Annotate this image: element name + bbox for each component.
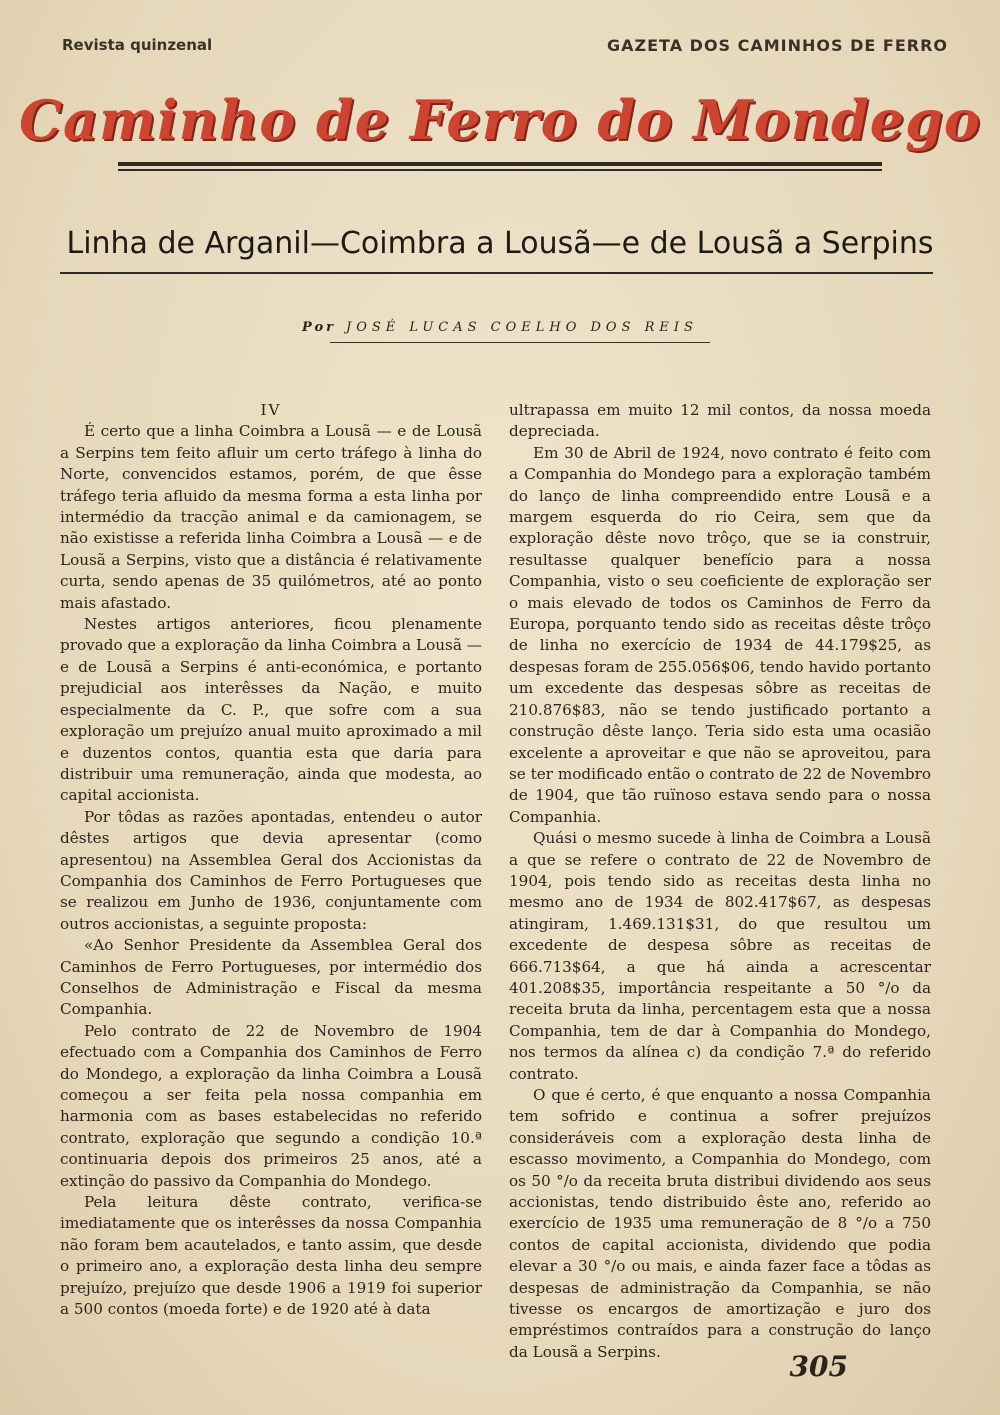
byline-prefix: Por — [302, 320, 336, 335]
right-column — [509, 400, 931, 1363]
publication-frequency: Revista quinzenal — [62, 36, 213, 54]
paragraph: É certo que a linha Coimbra a Lousã — e de Lousã a Serpins tem feito afluir um certo tráfego à linha do Norte, convencidos estamos, porém, de que êsse tráfego teria afluido da mesma forma a esta linha por intermédio da tracção animal e da camionagem, se não existisse a referida linha Coimbra a Lousã — e de Lousã a Serpins, visto que a distância é relativamente curta, sendo apenas de 35 quilómetros, até ao ponto mais afastado. — [60, 422, 482, 612]
byline — [0, 320, 1000, 335]
title-rule-thin — [118, 169, 882, 171]
paragraph: Pela leitura dêste contrato, verifica-se imediatamente que os interêsses da nossa Companhia não foram bem acautelados, e tanto assim, que desde o primeiro ano, a exploração desta linha deu sempre prejuízo, prejuízo que desde 1906 a 1919 foi superior a 500 contos (moeda forte) e de 1920 até à data — [60, 1193, 482, 1319]
page-number: 305 — [789, 1350, 848, 1383]
publication-name: GAZETA DOS CAMINHOS DE FERRO — [606, 36, 948, 55]
title-rule-thick — [118, 162, 882, 166]
paragraph: Pelo contrato de 22 de Novembro de 1904 efectuado com a Companhia dos Caminhos de Ferro do Mondego, a exploração da linha Coimbra a Lousã começou a ser feita pela nossa companhia em harmonia com as bases estabelecidas no referido contrato, exploração que segundo a condição 10.ª continuaria depois dos primeiros 25 anos, até a extinção do passivo da Companhia do Mondego. — [60, 1021, 482, 1190]
paragraph: Nestes artigos anteriores, ficou plenamente provado que a exploração da linha Coimbra a Lousã — e de Lousã a Serpins é anti-económica, e portanto prejudicial aos interêsses da Nação, e muito especialmente da C. P., que sofre com a sua exploração um prejuízo anual muito aproximado a mil e duzentos contos, quantia esta que daria para distribuir uma remuneração, ainda que modesta, ao capital accionista. — [60, 615, 482, 805]
article-subtitle: Linha de Arganil—Coimbra a Lousã—e de Lousã a Serpins — [66, 226, 934, 261]
paragraph: Quási o mesmo sucede à linha de Coimbra a Lousã a que se refere o contrato de 22 de Novembro de 1904, pois tendo sido as receitas desta linha no mesmo ano de 1934 de 802.417$67, as despesas atingiram, 1.469.131$31, do que resultou um excedente de despesa sôbre as receitas de 666.713$64, a que há ainda a acrescentar 401.208$35, importância respeitante a 50 °/o da receita bruta da linha, percentagem esta que a nossa Companhia, tem de dar à Companhia do Mondego, nos termos da alínea c) da condição 7.ª do referido contrato. — [509, 829, 931, 1083]
left-column — [60, 400, 482, 1320]
paragraph: Em 30 de Abril de 1924, novo contrato é feito com a Companhia do Mondego para a exploração também do lanço de linha compreendido entre Lousã e a margem esquerda do rio Ceira, sem que da exploração dêste novo trôço, que se ia construir, resultasse qualquer benefício para a nossa Companhia, visto o seu coeficiente de exploração ser o mais elevado de todos os Caminhos de Ferro da Europa, porquanto tendo sido as receitas dêste trôço de linha no exercício de 1934 de 44.179$25, as despesas foram de 255.056$06, tendo havido portanto um excedente das despesas sôbre as receitas de 210.876$83, não se tendo justificado portanto a construção dêste lanço. Teria sido esta uma ocasião excelente a aproveitar e que não se aproveitou, para se ter modificado então o contrato de 22 de Novembro de 1904, que tão ruïnoso estava sendo para o nossa Companhia. — [509, 443, 931, 826]
paragraph: O que é certo, é que enquanto a nossa Companhia tem sofrido e continua a sofrer prejuízos consideráveis com a exploração desta linha de escasso movimento, a Companhia do Mondego, com os 50 °/o da receita bruta distribui dividendo aos seus accionistas, tendo distribuido êste ano, referido ao exercício de 1935 uma remuneração de 8 °/o a 750 contos de capital accionista, dividendo que podia elevar a 30 °/o ou mais, e ainda fazer face a tôdas as despesas de administração da Companhia, se não tivesse os encargos de amortização e juro dos empréstimos contraídos para a construção do lanço da Lousã a Serpins. — [509, 1086, 931, 1361]
article-title: Caminho de Ferro do Mondego — [19, 88, 981, 152]
byline-author: JOSÉ LUCAS COELHO DOS REIS — [346, 320, 698, 335]
paragraph: ultrapassa em muito 12 mil contos, da nossa moeda depreciada. — [509, 401, 931, 441]
paragraph: Por tôdas as razões apontadas, entendeu o autor dêstes artigos que devia apresentar (como apresentou) na Assemblea Geral dos Accionistas da Companhia dos Caminhos de Ferro Portugueses que se realizou em Junho de 1936, conjuntamente com outros accionistas, a seguinte proposta: — [60, 807, 482, 933]
byline-rule — [330, 342, 710, 343]
paragraph: «Ao Senhor Presidente da Assemblea Geral dos Caminhos de Ferro Portugueses, por intermédio dos Conselhos de Administração e Fiscal da mesma Companhia. — [60, 936, 482, 1019]
section-number: IV — [260, 401, 282, 419]
subtitle-rule — [60, 272, 933, 274]
